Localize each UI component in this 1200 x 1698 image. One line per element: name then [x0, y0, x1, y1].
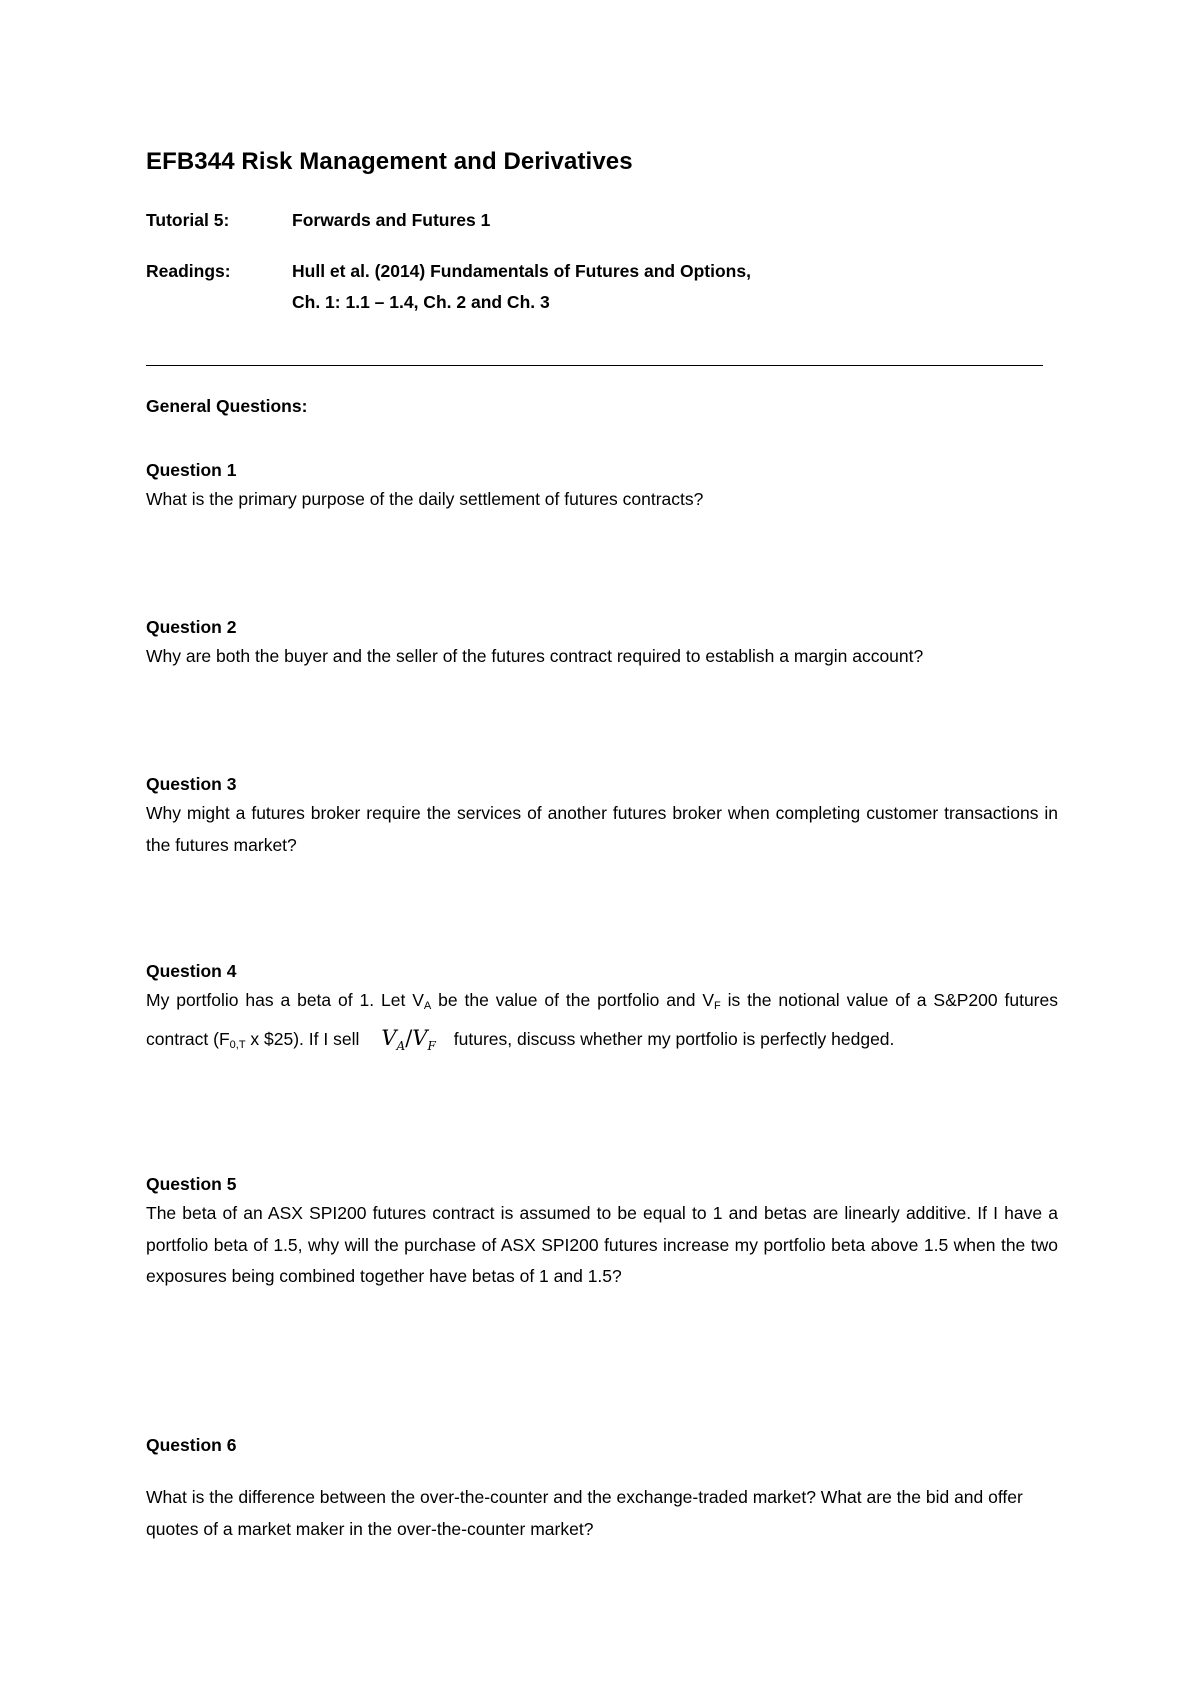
- question-5-heading: Question 5: [146, 1174, 237, 1194]
- question-1-text: What is the primary purpose of the daily settlement of futures contracts?: [146, 489, 704, 509]
- subscript-0t: 0,T: [229, 1038, 246, 1051]
- question-3-text: Why might a futures broker require the services of another futures broker when completing customer transactions in the futures market?: [146, 803, 1058, 855]
- subscript-f: F: [714, 1000, 721, 1012]
- tutorial-value: Forwards and Futures 1: [292, 210, 491, 230]
- document-title: EFB344 Risk Management and Derivatives: [146, 148, 633, 175]
- question-3-heading: Question 3: [146, 774, 237, 794]
- question-5-text: The beta of an ASX SPI200 futures contract is assumed to be equal to 1 and betas are linearly additive. If I have a portfolio beta of 1.5, why will the purchase of ASX SPI200 futures increase my portfolio beta above 1.5 when the two exposures being combined together have betas of 1 and 1.5?: [146, 1203, 1058, 1286]
- readings-row: [146, 261, 751, 282]
- subscript-a: A: [423, 1000, 432, 1012]
- hedge-ratio-formula: $V_A/V_F$: [381, 1025, 436, 1053]
- section-heading: General Questions:: [146, 396, 308, 416]
- question-6-text: What is the difference between the over-the-counter and the exchange-traded market? What are the bid and offer quotes of a market maker in the over-the-counter market?: [146, 1487, 1023, 1539]
- readings-value-continued: Ch. 1: 1.1 – 1.4, Ch. 2 and Ch. 3: [292, 292, 550, 312]
- question-4-text: My portfolio has a beta of 1. Let $V_A$ be the value of the portfolio and $V_F$ is the notional value of a S&P200 futures contract ($F_{0,T}$ x $25). If I sell $V_A/V_F$ futures, discuss whether my portfolio is perfectly hedged.: [146, 985, 1058, 1062]
- tutorial-row: [146, 210, 490, 231]
- question-4-heading: Question 4: [146, 961, 237, 981]
- readings-value: Hull et al. (2014) Fundamentals of Futures and Options,: [292, 261, 751, 281]
- tutorial-label: Tutorial 5:: [146, 210, 230, 230]
- question-6-heading: Question 6: [146, 1435, 237, 1455]
- divider-rule: [146, 365, 1043, 366]
- question-2-text: Why are both the buyer and the seller of the futures contract required to establish a margin account?: [146, 646, 924, 666]
- question-2-heading: Question 2: [146, 617, 237, 637]
- question-1-heading: Question 1: [146, 460, 237, 480]
- readings-label: Readings:: [146, 261, 231, 281]
